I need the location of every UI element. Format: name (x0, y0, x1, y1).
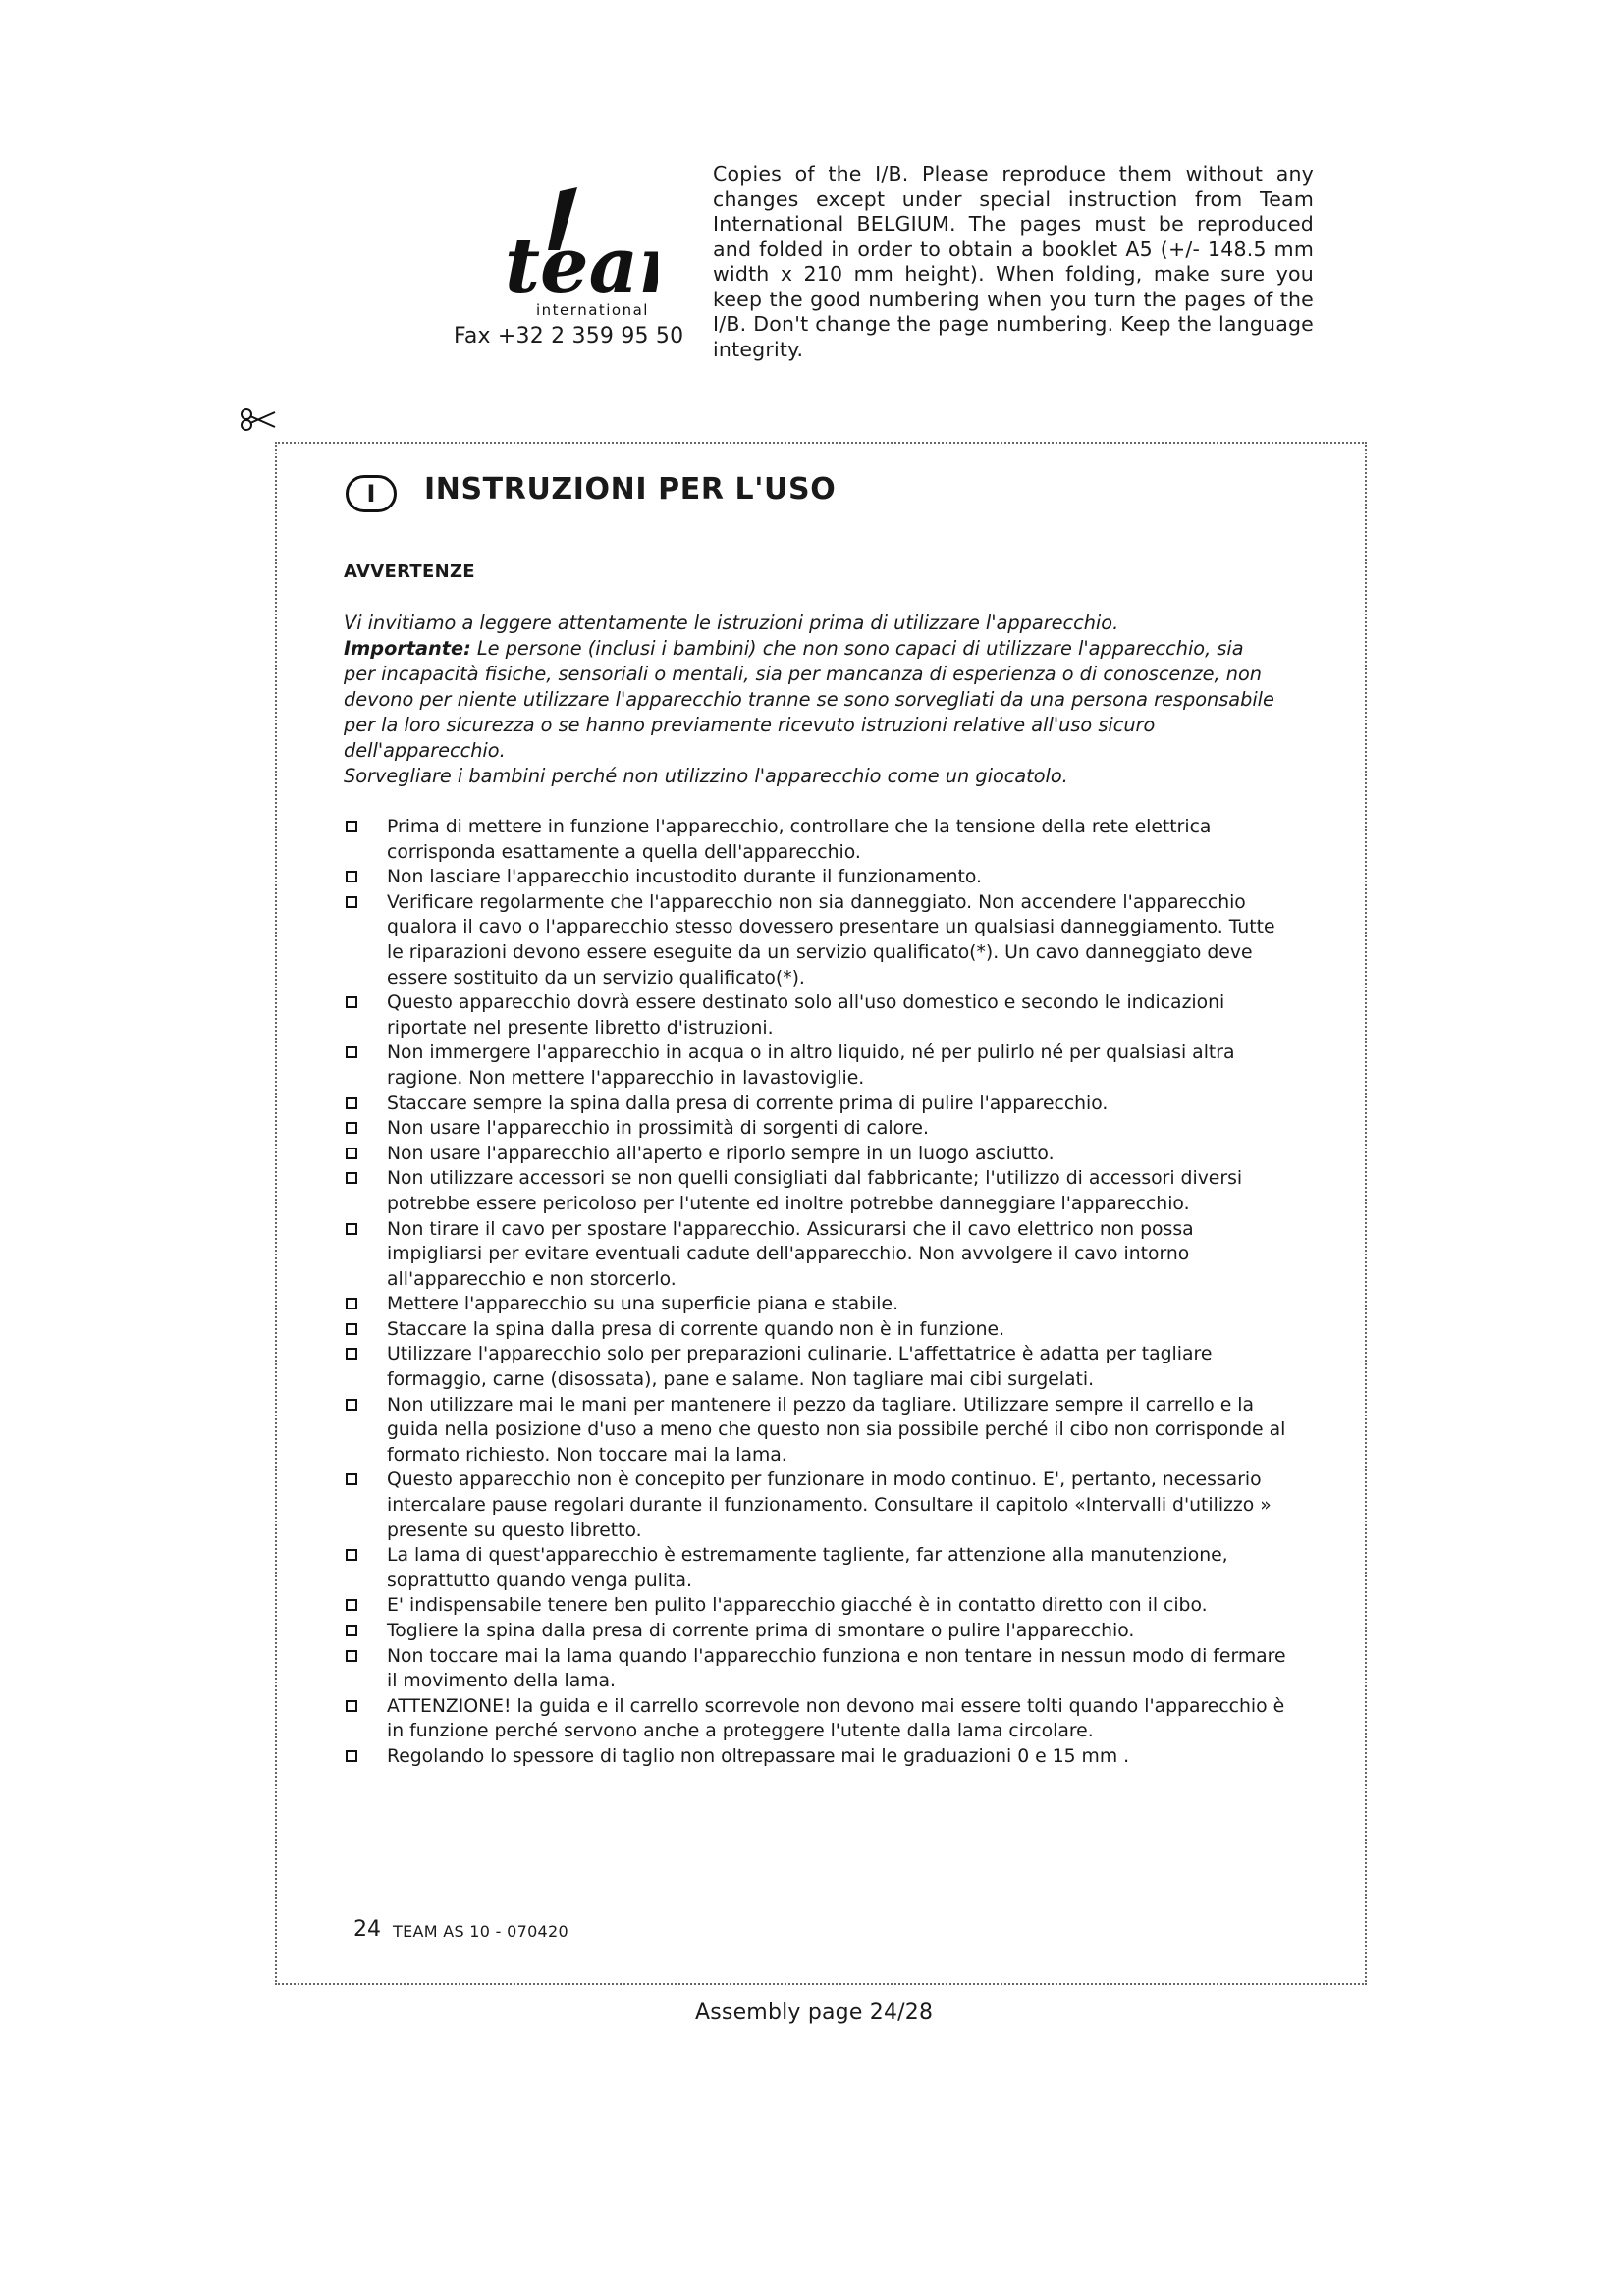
checkbox-bullet-icon (346, 1097, 357, 1109)
checkbox-bullet-icon (346, 1348, 357, 1360)
warning-item (344, 1292, 1286, 1317)
warning-text: Non tirare il cavo per spostare l'apparecchio. Assicurarsi che il cavo elettrico non possa impigliarsi per evitare eventuali cadute dell'apparecchio. Non avvolgere il cavo intorno all'apparecchio e non storcerlo. (387, 1218, 1194, 1290)
warning-text: Staccare la spina dalla presa di corrente quando non è in funzione. (387, 1318, 1005, 1340)
reproduction-notice: Copies of the I/B. Please reproduce them without any changes except under special instruction from Team International BELGIUM. The pages must be reproduced and folded in order to obtain a booklet A5 (+/- 148.5 mm width x 210 mm height). When folding, make sure you keep the good numbering when you turn the pages of the I/B. Don't change the page numbering. Keep the language integrity. (713, 162, 1314, 361)
svg-text:international: international (536, 301, 649, 319)
warning-text: Non usare l'apparecchio all'aperto e riporlo sempre in un luogo asciutto. (387, 1143, 1055, 1164)
warnings-list (344, 815, 1286, 1770)
warning-item (344, 1317, 1286, 1343)
checkbox-bullet-icon (346, 1298, 357, 1309)
warning-text: ATTENZIONE! la guida e il carrello scorrevole non devono mai essere tolti quando l'apparecchio è in funzione perché servono anche a proteggere l'utente dalla lama circolare. (387, 1695, 1285, 1742)
checkbox-bullet-icon (346, 1323, 357, 1335)
checkbox-bullet-icon (346, 896, 357, 908)
team-logo (491, 182, 658, 339)
warning-text: La lama di quest'apparecchio è estremamente tagliente, far attenzione alla manutenzione, soprattutto quando venga pulita. (387, 1545, 1228, 1591)
scissors-icon (238, 405, 277, 433)
checkbox-bullet-icon (346, 1473, 357, 1485)
warning-text: Non utilizzare accessori se non quelli consigliati dal fabbricante; l'utilizzo di accessori diversi potrebbe essere pericoloso per l'utente ed inoltre potrebbe danneggiare l'apparecchio. (387, 1168, 1243, 1214)
warning-text: Togliere la spina dalla presa di corrente prima di smontare o pulire l'apparecchio. (387, 1621, 1135, 1641)
warning-item (344, 1092, 1286, 1117)
warning-item (344, 1744, 1286, 1770)
warning-text: Verificare regolarmente che l'apparecchio non sia danneggiato. Non accendere l'apparecchio qualora il cavo o l'apparecchio stesso dovessero presentare un qualsiasi danneggiamento. Tutte le riparazioni devono essere eseguite da un servizio qualificato(*). Un cavo danneggiato deve essere sostituito da un servizio qualificato(*). (387, 891, 1275, 988)
warning-item (344, 815, 1286, 865)
warning-item (344, 1543, 1286, 1593)
important-text: Le persone (inclusi i bambini) che non sono capaci di utilizzare l'apparecchio, sia per incapacità fisiche, sensoriali o mentali, sia per mancanza di esperienza o di conoscenze, non devono per niente utilizzare l'apparecchio tranne se sono sorvegliati da una persona responsabile per la loro sicurezza o se hanno previamente ricevuto istruzioni relative all'uso sicuro dell'apparecchio. (344, 637, 1274, 762)
checkbox-bullet-icon (346, 1046, 357, 1058)
checkbox-bullet-icon (346, 1148, 357, 1159)
checkbox-bullet-icon (346, 1625, 357, 1636)
warning-text: Non usare l'apparecchio in prossimità di sorgenti di calore. (387, 1118, 929, 1140)
page-number: 24 (353, 1917, 381, 1942)
important-label: Importante: (344, 637, 471, 660)
model-code: TEAM AS 10 - 070420 (393, 1922, 568, 1941)
warning-text: Questo apparecchio dovrà essere destinato solo all'uso domestico e secondo le indicazioni riportate nel presente libretto d'istruzioni. (387, 992, 1225, 1039)
warning-item (344, 1468, 1286, 1543)
warning-item (344, 1342, 1286, 1392)
warning-text: Prima di mettere in funzione l'apparecchio, controllare che la tensione della rete elettrica corrisponda esattamente a quella dell'apparecchio. (387, 817, 1212, 863)
warning-item (344, 1116, 1286, 1142)
warning-text: Regolando lo spessore di taglio non oltrepassare mai le graduazioni 0 e 15 mm . (387, 1745, 1130, 1767)
important-paragraph (344, 636, 1276, 764)
warning-item (344, 1166, 1286, 1216)
warning-text: Mettere l'apparecchio su una superficie piana e stabile. (387, 1294, 899, 1315)
warning-text: E' indispensabile tenere ben pulito l'apparecchio giacché è in contatto diretto con il cibo. (387, 1595, 1208, 1617)
assembly-page-label: Assembly page 24/28 (695, 2001, 934, 2025)
warning-item (344, 1644, 1286, 1694)
section-heading: AVVERTENZE (344, 561, 475, 582)
warning-item (344, 1694, 1286, 1744)
warning-item (344, 1619, 1286, 1644)
warning-item (344, 1593, 1286, 1619)
warning-text: Non immergere l'apparecchio in acqua o in altro liquido, né per pulirlo né per qualsiasi altra ragione. Non mettere l'apparecchio in lavastoviglie. (387, 1042, 1235, 1089)
warning-item (344, 1393, 1286, 1468)
checkbox-bullet-icon (346, 1122, 357, 1134)
warning-item (344, 1217, 1286, 1293)
checkbox-bullet-icon (346, 821, 357, 832)
intro-text (344, 611, 1276, 789)
checkbox-bullet-icon (346, 1172, 357, 1184)
warning-item (344, 1041, 1286, 1091)
warning-item (344, 990, 1286, 1041)
checkbox-bullet-icon (346, 871, 357, 882)
fax-number: Fax +32 2 359 95 50 (454, 324, 684, 348)
intro-paragraph: Vi invitiamo a leggere attentamente le istruzioni prima di utilizzare l'apparecchio. (344, 612, 1119, 634)
checkbox-bullet-icon (346, 1700, 357, 1712)
checkbox-bullet-icon (346, 1650, 357, 1662)
svg-text:team: tea (505, 221, 639, 310)
warning-item (344, 865, 1286, 890)
checkbox-bullet-icon (346, 1599, 357, 1611)
checkbox-bullet-icon (346, 1399, 357, 1411)
warning-text: Non toccare mai la lama quando l'apparecchio funziona e non tentare in nessun modo di fermare il movimento della lama. (387, 1645, 1286, 1692)
warning-text: Utilizzare l'apparecchio solo per preparazioni culinarie. L'affettatrice è adatta per tagliare formaggio, carne (disossata), pane e salame. Non tagliare mai cibi surgelati. (387, 1344, 1213, 1391)
checkbox-bullet-icon (346, 1750, 357, 1762)
checkbox-bullet-icon (346, 1549, 357, 1561)
team-logo-image (491, 182, 658, 339)
checkbox-bullet-icon (346, 996, 357, 1008)
language-badge: I (346, 475, 397, 512)
warning-item (344, 1142, 1286, 1167)
page-title: INSTRUZIONI PER L'USO (424, 472, 837, 507)
checkbox-bullet-icon (346, 1223, 357, 1235)
supervision-paragraph: Sorvegliare i bambini perché non utilizzino l'apparecchio come un giocatolo. (344, 765, 1068, 787)
warning-text: Non lasciare l'apparecchio incustodito durante il funzionamento. (387, 867, 983, 888)
warning-text: Staccare sempre la spina dalla presa di corrente prima di pulire l'apparecchio. (387, 1093, 1109, 1114)
warning-item (344, 890, 1286, 990)
warning-text: Questo apparecchio non è concepito per funzionare in modo continuo. E', pertanto, necessario intercalare pause regolari durante il funzionamento. Consultare il capitolo «Intervalli d'utilizzo » presente su questo libretto. (387, 1469, 1272, 1541)
warning-text: Non utilizzare mai le mani per mantenere il pezzo da tagliare. Utilizzare sempre il carrello e la guida nella posizione d'uso a meno che questo non sia possibile perché il cibo non corrisponde al formato richiesto. Non toccare mai la lama. (387, 1394, 1286, 1466)
